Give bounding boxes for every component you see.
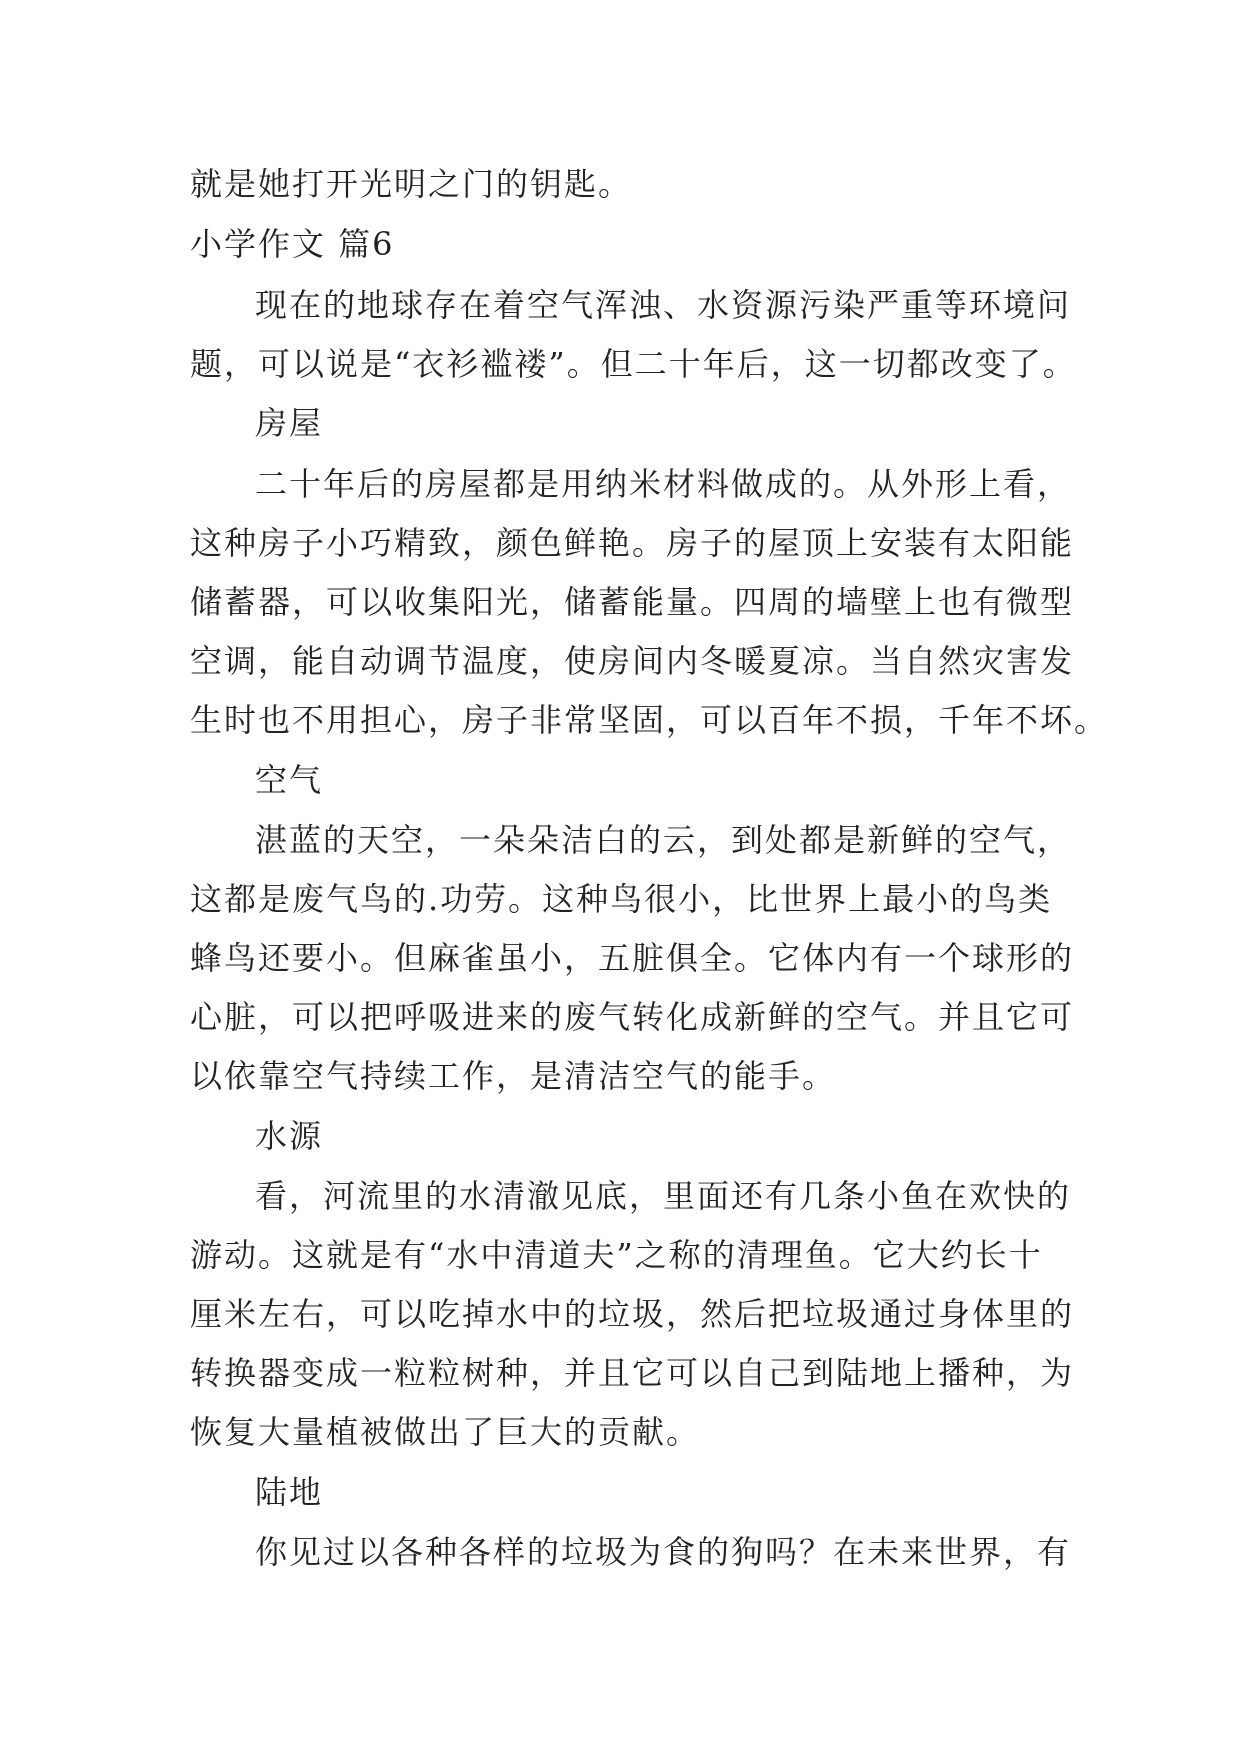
text-line: 湛蓝的天空，一朵朵洁白的云，到处都是新鲜的空气， (255, 821, 1072, 859)
text-line: 以依靠空气持续工作，是清洁空气的能手。 (190, 1057, 837, 1095)
subheading-water: 水源 (255, 1117, 324, 1155)
subheading-house: 房屋 (255, 404, 324, 442)
text-line: 题，可以说是“衣衫褴褛”。但二十年后，这一切都改变了。 (190, 345, 1077, 383)
text-line: 这都是废气鸟的.功劳。这种鸟很小，比世界上最小的鸟类 (190, 880, 1053, 918)
text-line: 二十年后的房屋都是用纳米材料做成的。从外形上看， (255, 465, 1072, 503)
section-title: 小学作文 篇6 (190, 225, 395, 263)
text-line: 这种房子小巧精致，颜色鲜艳。房子的屋顶上安装有太阳能 (190, 524, 1075, 562)
text-line: 转换器变成一粒粒树种，并且它可以自己到陆地上播种，为 (190, 1354, 1075, 1392)
text-line: 看，河流里的水清澈见底，里面还有几条小鱼在欢快的 (255, 1177, 1072, 1215)
text-line: 厘米左右，可以吃掉水中的垃圾，然后把垃圾通过身体里的 (190, 1295, 1075, 1333)
text-line: 心脏，可以把呼吸进来的废气转化成新鲜的空气。并且它可 (190, 998, 1075, 1036)
text-line: 储蓄器，可以收集阳光，储蓄能量。四周的墙壁上也有微型 (190, 583, 1075, 621)
text-line: 你见过以各种各样的垃圾为食的狗吗？在未来世界，有 (255, 1533, 1072, 1571)
subheading-land: 陆地 (255, 1473, 324, 1511)
text-line: 恢复大量植被做出了巨大的贡献。 (190, 1413, 701, 1451)
text-line: 蜂鸟还要小。但麻雀虽小，五脏俱全。它体内有一个球形的 (190, 939, 1075, 977)
text-line: 现在的地球存在着空气浑浊、水资源污染严重等环境问 (255, 286, 1072, 324)
text-line: 就是她打开光明之门的钥匙。 (190, 165, 633, 203)
text-line: 空调，能自动调节温度，使房间内冬暖夏凉。当自然灾害发 (190, 642, 1075, 680)
text-line: 生时也不用担心，房子非常坚固，可以百年不损，千年不坏。 (190, 701, 1109, 739)
subheading-air: 空气 (255, 761, 324, 799)
text-line: 游动。这就是有“水中清道夫”之称的清理鱼。它大约长十 (190, 1236, 1043, 1274)
